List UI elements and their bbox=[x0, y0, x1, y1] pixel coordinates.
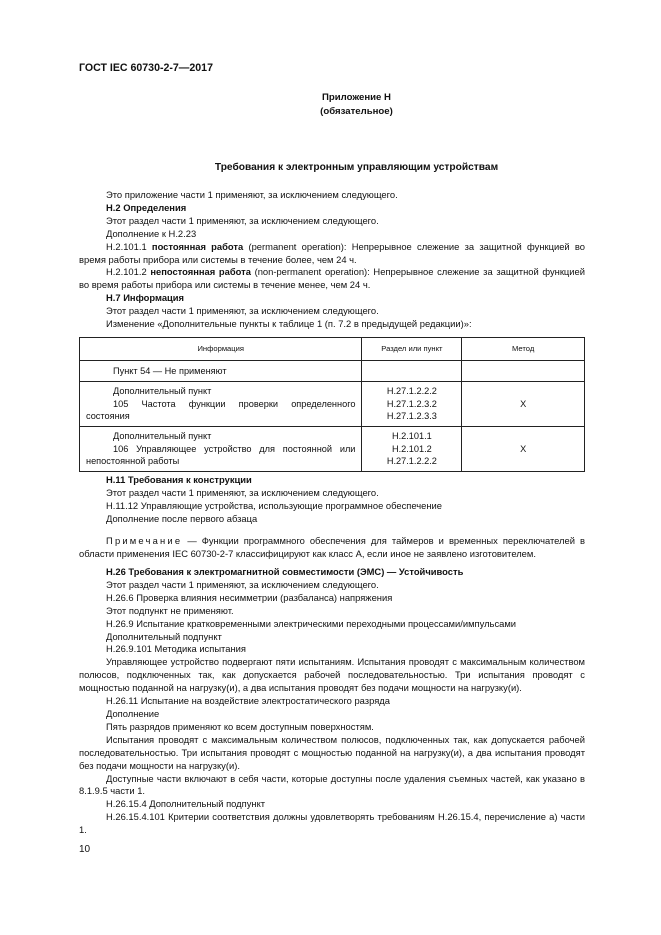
page-number: 10 bbox=[79, 844, 91, 855]
section-h11-addition: Дополнение после первого абзаца bbox=[106, 512, 258, 524]
section-h26-6: Н.26.6 Проверка влияния несимметрии (разбаланса) напряжения bbox=[106, 591, 393, 603]
annex-status: (обязательное) bbox=[320, 106, 393, 117]
row-3-info-b: 106 Управляющее устройство для постоянной или непостоянной работы bbox=[86, 443, 356, 467]
table-header-row bbox=[80, 338, 585, 361]
section-h26-11-p2: Испытания проводят с максимальным количеством полюсов, подключенных так, как допускается рабочей последовательностью. Три испытания проводят с мощностью поданной на нагрузку(и), а два испытания проводят без подачи мощности на нагрузку(и). bbox=[79, 733, 585, 771]
table-header-information: Информация bbox=[80, 338, 362, 361]
table-cell-clause bbox=[362, 427, 462, 472]
section-h26-text: Этот раздел части 1 применяют, за исключением следующего. bbox=[106, 578, 379, 590]
section-h2-addition: Дополнение к Н.2.23 bbox=[106, 227, 197, 239]
section-h2-heading: Н.2 Определения bbox=[106, 201, 187, 213]
definition-2-term: непостоянная работа bbox=[150, 266, 251, 278]
definition-1-text: (permanent operation): Непрерывное слежение за защитной функцией во время работы прибора или системы в течение более, чем 24 ч. bbox=[79, 240, 585, 265]
section-h26-15-4: Н.26.15.4 Дополнительный подпункт bbox=[106, 798, 266, 810]
section-h11-heading: Н.11 Требования к конструкции bbox=[106, 474, 252, 485]
definition-2 bbox=[79, 266, 585, 292]
row-1-info: Пункт 54 — Не применяют bbox=[113, 365, 227, 376]
row-2-clause-1: Н.27.1.2.2.2 bbox=[386, 386, 437, 397]
section-h26-6-text: Этот подпункт не применяют. bbox=[106, 604, 234, 616]
table-row bbox=[80, 382, 585, 427]
page-title: Требования к электронным управляющим устройствам bbox=[214, 162, 499, 173]
definition-1 bbox=[79, 241, 585, 267]
section-h26-heading: Н.26 Требования к электромагнитной совместимости (ЭМС) — Устойчивость bbox=[106, 566, 464, 577]
section-h26-9-101: Н.26.9.101 Методика испытания bbox=[106, 643, 246, 655]
section-h26-9: Н.26.9 Испытание кратковременными электрическими переходными процессами/импульсами bbox=[106, 617, 517, 629]
section-h11-sub: Н.11.12 Управляющие устройства, использующие программное обеспечение bbox=[106, 499, 442, 511]
definition-2-number: Н.2.101.2 bbox=[106, 266, 147, 278]
row-2-info-b: 105 Частота функции проверки определенного состояния bbox=[86, 398, 356, 422]
row-3-clause-3: Н.27.1.2.2.2 bbox=[386, 456, 437, 467]
row-2-clause-3: Н.27.1.2.3.3 bbox=[386, 411, 437, 422]
row-2-clause-2: Н.27.1.2.3.2 bbox=[386, 398, 437, 409]
definition-1-term: постоянная работа bbox=[151, 240, 244, 252]
intro-paragraph: Это приложение части 1 применяют, за исключением следующего. bbox=[106, 189, 398, 200]
table-cell-clause bbox=[362, 382, 462, 427]
row-3-clause-2: Н.2.101.2 bbox=[391, 443, 432, 454]
section-h26-15-4-101: Н.26.15.4.101 Критерии соответствия должны удовлетворять требованиям Н.26.15.4, перечисление а) части 1. bbox=[79, 811, 585, 836]
table-cell-method bbox=[462, 361, 585, 382]
table-header-clause: Раздел или пункт bbox=[362, 338, 462, 361]
section-h26-9-101-text: Управляющее устройство подвергают пяти испытаниям. Испытания проводят с максимальным количеством полюсов, подключенных так, как допускается рабочей последовательностью. Три испытания проводят с мощностью поданной на нагрузку(и), а два испытания проводят без подачи мощности на нагрузку(и). bbox=[79, 656, 585, 694]
note-label: Примечание bbox=[106, 534, 183, 546]
section-h7-change: Изменение «Дополнительные пункты к таблице 1 (п. 7.2 в предыдущей редакции)»: bbox=[106, 318, 472, 330]
table-cell-information bbox=[80, 427, 362, 472]
section-h26-11-p1: Пять разрядов применяют ко всем доступным поверхностям. bbox=[106, 720, 374, 732]
table-cell-clause bbox=[362, 361, 462, 382]
note bbox=[79, 535, 585, 561]
definition-2-text: (non-permanent operation): Непрерывное слежение за защитной функцией во время работы прибора или системы в течение менее, чем 24 ч. bbox=[79, 266, 585, 291]
table-cell-information bbox=[80, 382, 362, 427]
information-table bbox=[79, 337, 585, 472]
section-h7-heading: Н.7 Информация bbox=[106, 292, 185, 304]
table-cell-method: X bbox=[462, 382, 585, 427]
standard-code: ГОСТ IEC 60730-2-7—2017 bbox=[79, 62, 213, 74]
annex-title: Приложение Н bbox=[322, 92, 391, 103]
row-2-info-a: Дополнительный пункт bbox=[113, 386, 212, 397]
definitions-block bbox=[79, 189, 585, 331]
table-header-method: Метод bbox=[462, 338, 585, 361]
section-h26-9-addition: Дополнительный подпункт bbox=[106, 630, 222, 642]
table-row bbox=[80, 427, 585, 472]
section-h26-11-p3: Доступные части включают в себя части, которые доступны после удаления съемных частей, как указано в 8.1.9.5 части 1. bbox=[79, 772, 585, 797]
row-3-clause-1: Н.2.101.1 bbox=[391, 431, 432, 442]
table-cell-information bbox=[80, 361, 362, 382]
section-h26-11: Н.26.11 Испытание на воздействие электростатического разряда bbox=[106, 695, 390, 707]
row-3-info-a: Дополнительный пункт bbox=[113, 431, 212, 442]
table-row bbox=[80, 361, 585, 382]
section-h2-text: Этот раздел части 1 применяют, за исключением следующего. bbox=[106, 214, 379, 226]
note-text: — Функции программного обеспечения для таймеров и временных переключателей в области применения IEC 60730-2-7 классифицируют как класс A, если иное не заявлено изготовителем. bbox=[79, 534, 585, 559]
section-h26-11-addition: Дополнение bbox=[106, 707, 160, 719]
table-cell-method: X bbox=[462, 427, 585, 472]
emc-block bbox=[79, 566, 585, 837]
section-h11-text: Этот раздел части 1 применяют, за исключением следующего. bbox=[106, 486, 379, 498]
section-h7-text: Этот раздел части 1 применяют, за исключением следующего. bbox=[106, 305, 379, 317]
definition-1-number: Н.2.101.1 bbox=[106, 240, 147, 252]
construction-block bbox=[79, 474, 585, 560]
